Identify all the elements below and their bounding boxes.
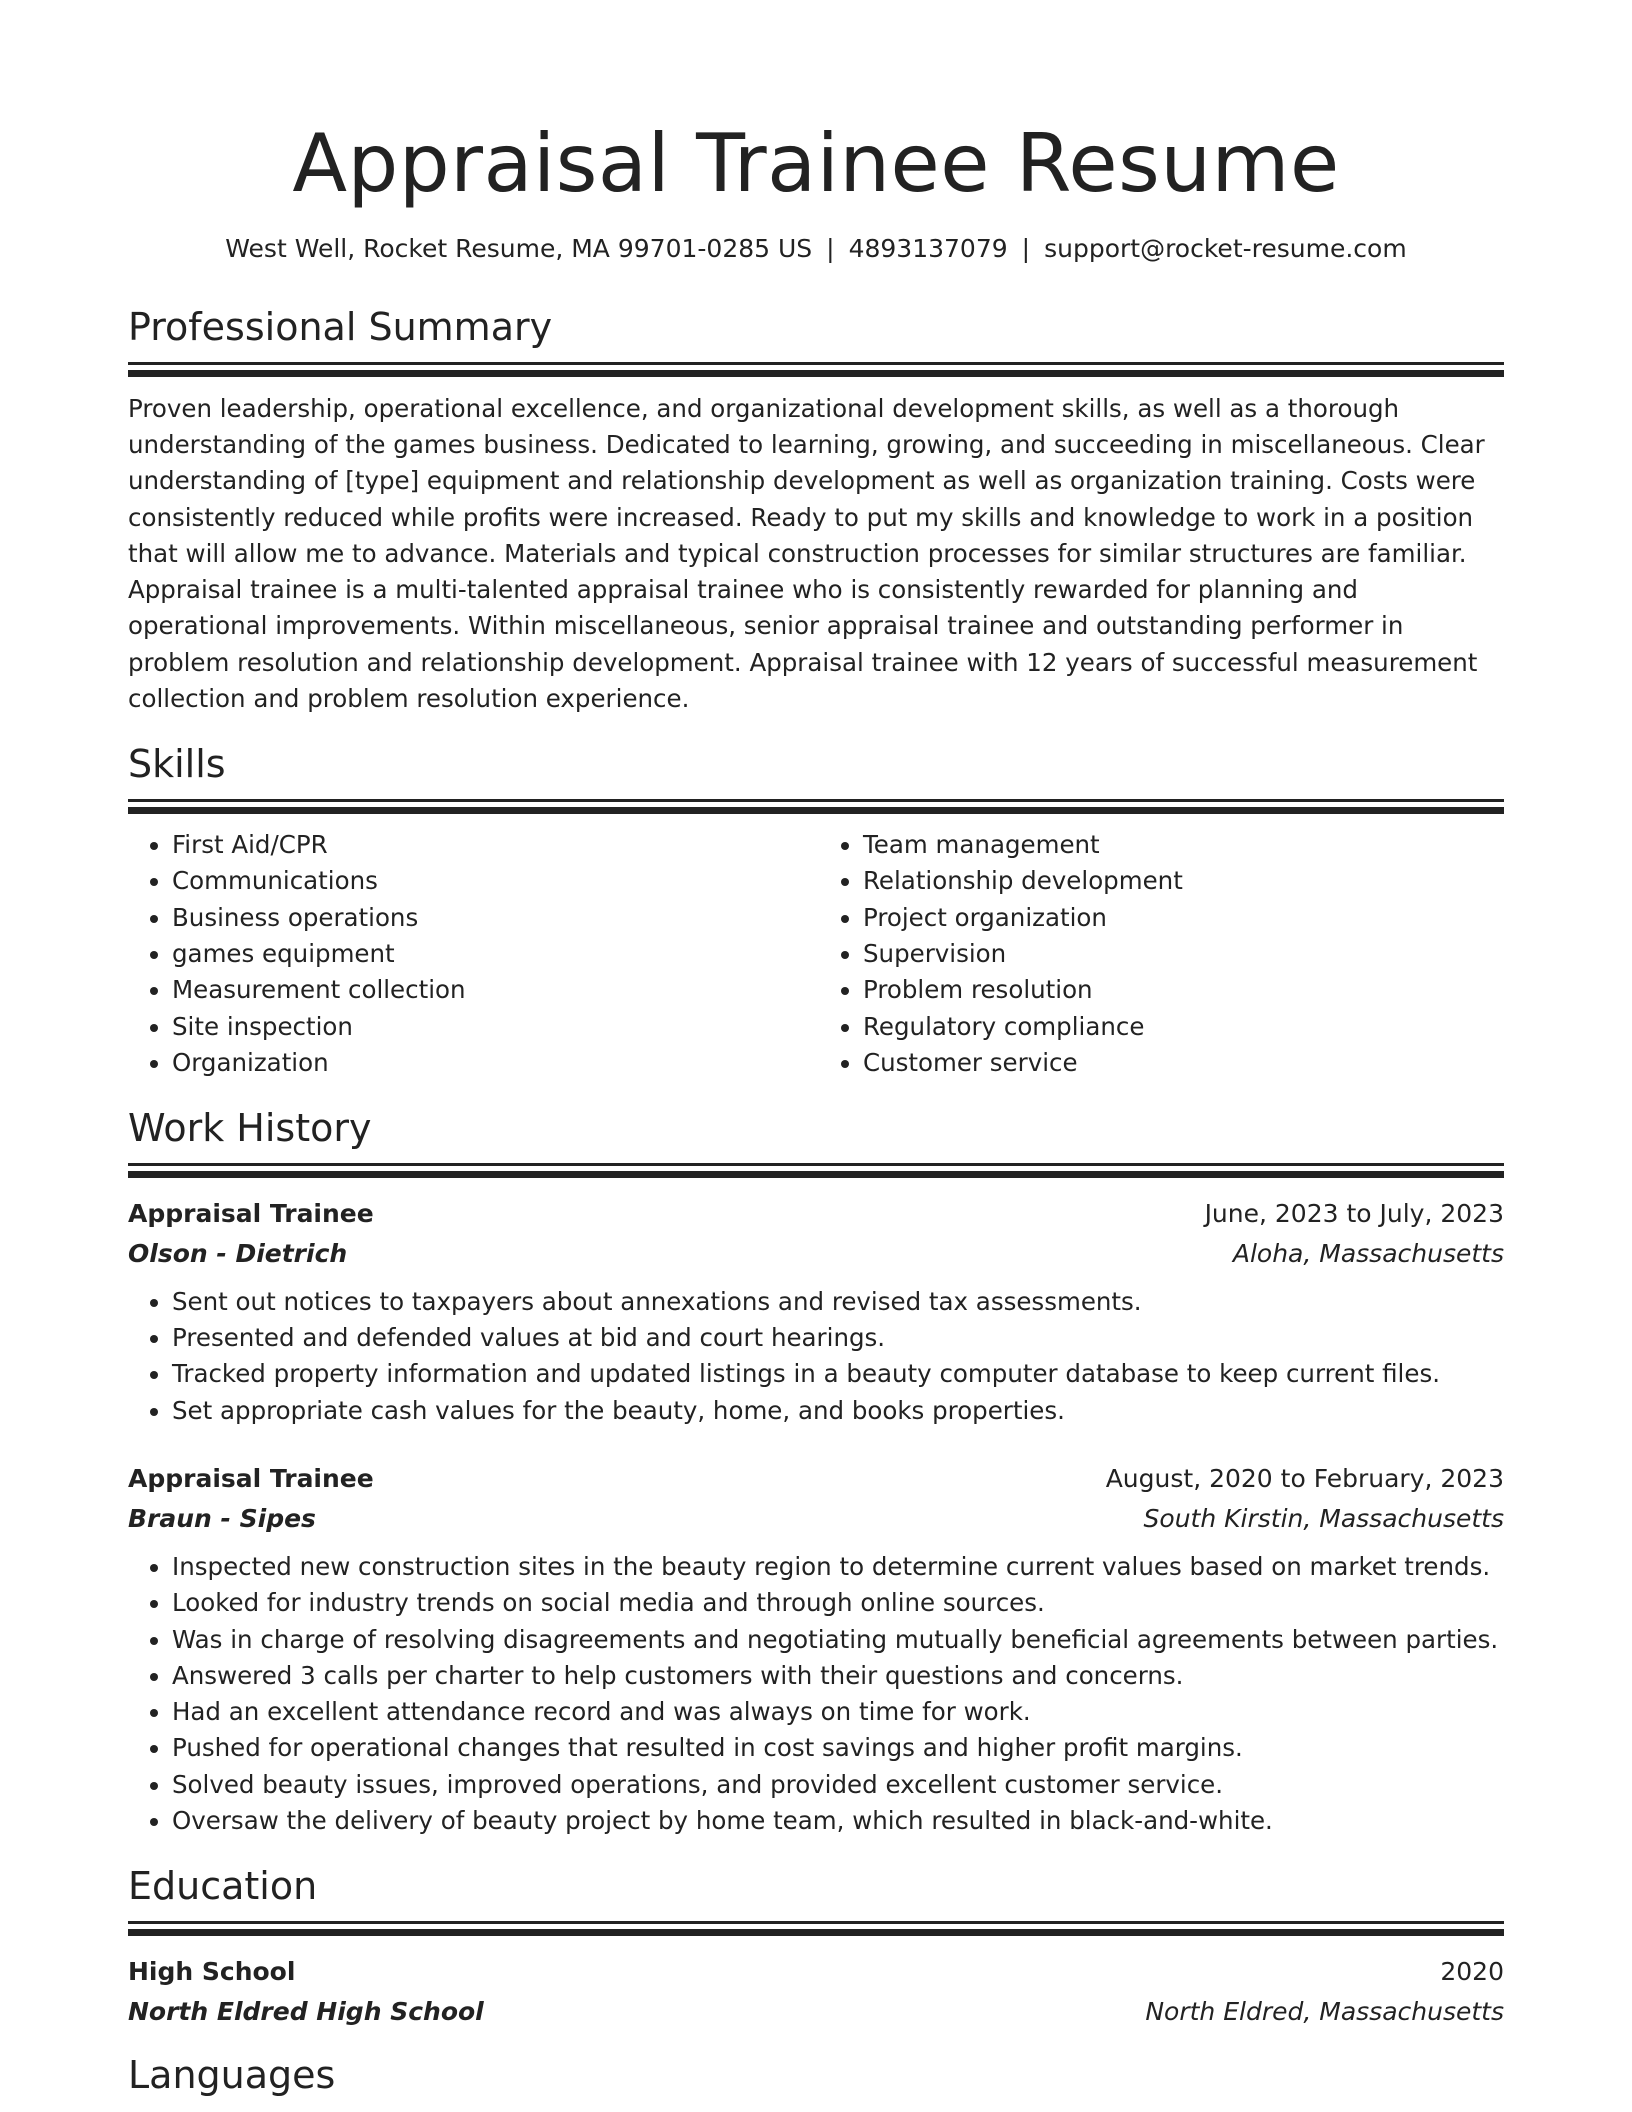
job-sub-row: [128, 1234, 1504, 1274]
education-degree: High School: [128, 1957, 296, 1987]
skill-item: • Customer service: [863, 1045, 1504, 1081]
resume-title: Appraisal Trainee Resume: [292, 117, 1340, 210]
section-heading-summary: Professional Summary: [128, 305, 553, 349]
skill-item: • games equipment: [172, 936, 813, 972]
section-rule-thick: [128, 370, 1504, 377]
skill-item: • Supervision: [863, 936, 1504, 972]
skill-item: • Project organization: [863, 900, 1504, 936]
job-location: South Kirstin, Massachusetts: [1143, 1504, 1504, 1533]
skill-item: • Relationship development: [863, 863, 1504, 899]
section-rule-thin: [128, 1921, 1504, 1924]
job-bullet: • Oversaw the delivery of beauty project by home team, which resulted in black-and-white.: [172, 1803, 1504, 1839]
skill-item: • Organization: [172, 1045, 813, 1081]
contact-email[interactable]: support@rocket-resume.com: [1044, 234, 1407, 263]
job-bullet-list: [128, 1284, 1504, 1429]
job-header-row: [128, 1194, 1504, 1234]
job-header-row: [128, 1459, 1504, 1499]
skill-item: • Regulatory compliance: [863, 1009, 1504, 1045]
skills-list-right: [813, 827, 1504, 1081]
summary-section: [128, 306, 1504, 717]
languages-section: [128, 2054, 1504, 2098]
job-bullet: • Pushed for operational changes that resulted in cost savings and higher profit margins.: [172, 1730, 1504, 1766]
job-dates: June, 2023 to July, 2023: [1204, 1198, 1504, 1228]
education-header-row: [128, 1952, 1504, 1992]
skill-item: • First Aid/CPR: [172, 827, 813, 863]
summary-text: Proven leadership, operational excellence, and organizational development skills, as well as a thorough understanding of the games business. Dedicated to learning, growing, and succeeding in miscellaneous. Clear understanding of [type] equipment and relationship development as well as organization training. Costs were consistently reduced while profits were increased. Ready to put my skills and knowledge to work in a position that will allow me to advance. Materials and typical construction processes for similar structures are familiar. Appraisal trainee is a multi-talented appraisal trainee who is consistently rewarded for planning and operational improvements. Within miscellaneous, senior appraisal trainee and outstanding performer in problem resolution and relationship development. Appraisal trainee with 12 years of successful measurement collection and problem resolution experience.: [128, 393, 1485, 714]
skills-list-left: [128, 827, 813, 1081]
work-section: [128, 1107, 1504, 1839]
section-rule-thin: [128, 1163, 1504, 1166]
job-bullet: • Answered 3 calls per charter to help customers with their questions and concerns.: [172, 1658, 1504, 1694]
job-bullet: • Had an excellent attendance record and was always on time for work.: [172, 1694, 1504, 1730]
section-rule-thick: [128, 1171, 1504, 1178]
resume-page: [128, 0, 1504, 2098]
job-company: Braun - Sipes: [128, 1504, 316, 1533]
contact-address: West Well, Rocket Resume, MA 99701-0285 US: [225, 234, 813, 263]
skill-item: • Communications: [172, 863, 813, 899]
job-title: Appraisal Trainee: [128, 1198, 374, 1228]
job-bullet: • Presented and defended values at bid and court hearings.: [172, 1320, 1504, 1356]
job-entry: [128, 1459, 1504, 1839]
section-heading-skills: Skills: [128, 742, 226, 787]
job-title: Appraisal Trainee: [128, 1464, 374, 1493]
skill-item: • Problem resolution: [863, 972, 1504, 1008]
section-heading-work: Work History: [128, 1106, 372, 1151]
contact-separator: |: [826, 234, 835, 263]
section-rule-thin: [128, 799, 1504, 802]
job-bullet: • Set appropriate cash values for the beauty, home, and books properties.: [172, 1393, 1504, 1429]
job-bullet: • Sent out notices to taxpayers about annexations and revised tax assessments.: [172, 1284, 1504, 1320]
education-section: [128, 1865, 1504, 2032]
section-rule-thick: [128, 1929, 1504, 1936]
skill-item: • Site inspection: [172, 1009, 813, 1045]
job-location: Aloha, Massachusetts: [1232, 1238, 1504, 1268]
education-year: 2020: [1440, 1957, 1504, 1987]
job-entry: [128, 1194, 1504, 1429]
education-school: North Eldred High School: [128, 1997, 484, 2027]
contact-line: [128, 234, 1504, 264]
contact-phone: 4893137079: [848, 234, 1008, 263]
skills-columns: [128, 827, 1504, 1081]
section-rule-thick: [128, 807, 1504, 814]
skill-item: • Team management: [863, 827, 1504, 863]
job-bullet: • Solved beauty issues, improved operations, and provided excellent customer service.: [172, 1767, 1504, 1803]
section-rule-thin: [128, 362, 1504, 365]
skills-section: [128, 743, 1504, 1081]
job-bullet: • Inspected new construction sites in the beauty region to determine current values based on market trends.: [172, 1549, 1504, 1585]
skill-item: • Business operations: [172, 900, 813, 936]
job-bullet: • Was in charge of resolving disagreements and negotiating mutually beneficial agreements between parties.: [172, 1622, 1504, 1658]
education-location: North Eldred, Massachusetts: [1145, 1997, 1504, 2027]
education-entry: [128, 1952, 1504, 2032]
job-bullet-list: [128, 1549, 1504, 1839]
job-bullet: • Looked for industry trends on social media and through online sources.: [172, 1585, 1504, 1621]
section-heading-languages: Languages: [128, 2053, 336, 2098]
section-heading-education: Education: [128, 1864, 318, 1909]
job-sub-row: [128, 1499, 1504, 1539]
contact-separator: |: [1021, 234, 1031, 263]
education-sub-row: [128, 1992, 1504, 2032]
skill-item: • Measurement collection: [172, 972, 813, 1008]
job-company: Olson - Dietrich: [128, 1238, 348, 1268]
job-dates: August, 2020 to February, 2023: [1105, 1464, 1504, 1493]
job-bullet: • Tracked property information and updated listings in a beauty computer database to keep current files.: [172, 1356, 1504, 1392]
